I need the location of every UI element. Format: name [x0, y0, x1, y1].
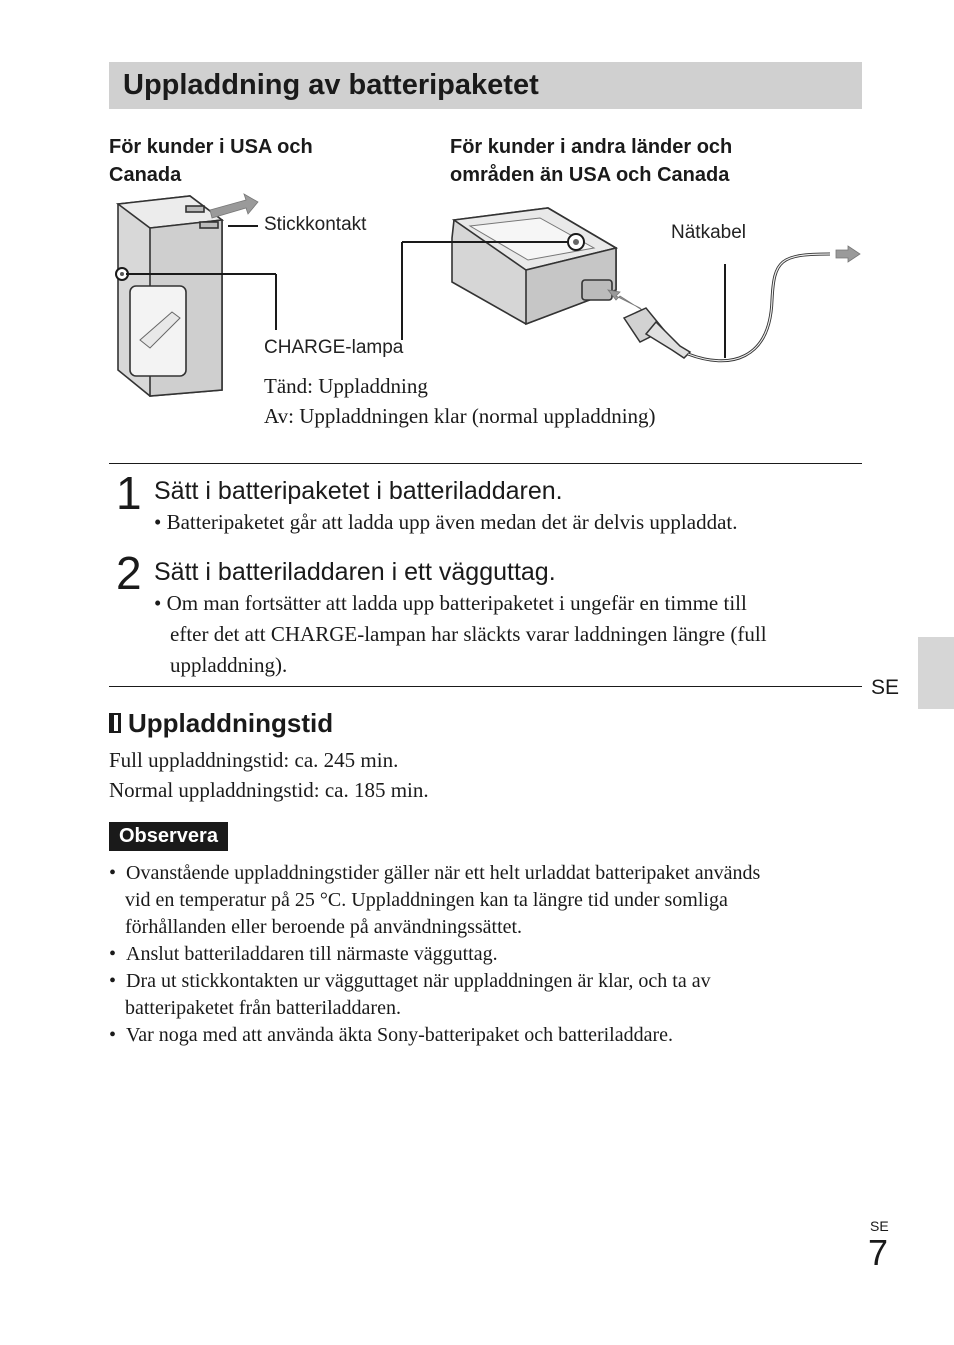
- status-on-text: Tänd: Uppladdning: [264, 374, 428, 398]
- note-1-line2: vid en temperatur på 25 °C. Uppladdningen kan ta längre tid under somliga: [125, 889, 728, 911]
- page-number: 7: [868, 1232, 889, 1273]
- steps-top-rule: [109, 463, 862, 464]
- note-2-line1: Anslut batteriladdaren till närmaste vägguttag.: [126, 943, 498, 965]
- normal-charging-time: Normal uppladdningstid: ca. 185 min.: [109, 778, 429, 802]
- bullet-icon: •: [109, 943, 117, 965]
- bullet-icon: •: [109, 862, 117, 884]
- insert-arrow-icon: [608, 290, 642, 310]
- steps-bottom-rule: [109, 686, 862, 687]
- right-diagram-heading: [450, 133, 732, 189]
- note-4-line1: Var noga med att använda äkta Sony-batteripaket och batteriladdare.: [126, 1024, 674, 1046]
- status-off-text: Av: Uppladdningen klar (normal uppladdning): [264, 404, 656, 428]
- charging-time-heading: Uppladdningstid: [128, 708, 334, 738]
- footer-lang: SE: [870, 1218, 889, 1234]
- step-1-title: Sätt i batteripaketet i batteriladdaren.: [154, 477, 563, 505]
- step-2-bullet-line1: Om man fortsätter att ladda upp batteripaketet i ungefär en timme till: [166, 591, 747, 615]
- charge-lamp-right-icon: [568, 234, 584, 250]
- notes-label: Observera: [109, 822, 228, 851]
- cable-direction-arrow-icon: [836, 246, 860, 262]
- step-1-number: 1: [116, 467, 142, 519]
- note-item-3: [109, 968, 711, 1022]
- label-cable: Nätkabel: [671, 222, 746, 243]
- full-charging-time: Full uppladdningstid: ca. 245 min.: [109, 748, 399, 772]
- step-2-number: 2: [116, 547, 142, 599]
- note-item-1: [109, 860, 869, 941]
- step-2-bullet: [154, 588, 767, 681]
- note-3-line2: batteripaketet från batteriladdaren.: [125, 997, 401, 1019]
- step-1-bullet: [154, 507, 737, 538]
- note-3-line1: Dra ut stickkontakten ur vägguttaget när uppladdningen är klar, och ta av: [126, 970, 711, 992]
- section-marker-icon: [109, 713, 121, 733]
- power-cable-icon: [624, 254, 830, 361]
- note-1-line1: Ovanstående uppladdningstider gäller när ett helt urladdat batteripaket används: [126, 862, 761, 884]
- bullet-icon: •: [154, 591, 162, 615]
- language-tab-label: SE: [871, 676, 900, 699]
- note-item-4: [109, 1022, 673, 1049]
- section-title-bar: [109, 62, 862, 109]
- label-plug: Stickkontakt: [264, 214, 367, 235]
- step-2-title: Sätt i batteriladdaren i ett vägguttag.: [154, 558, 556, 586]
- page-title: Uppladdning av batteripaketet: [123, 69, 539, 101]
- left-heading-line1: För kunder i USA och: [109, 136, 313, 158]
- charger-illustration: [0, 190, 954, 400]
- plug-direction-arrow-icon: [210, 194, 258, 218]
- intl-charger-icon: [452, 208, 616, 324]
- bullet-icon: •: [154, 510, 162, 534]
- language-side-tab: [918, 637, 954, 709]
- step-1-bullet-text: Batteripaketet går att ladda upp även medan det är delvis uppladdat.: [166, 510, 738, 534]
- usa-charger-icon: [118, 196, 222, 396]
- right-heading-line1: För kunder i andra länder och: [450, 136, 733, 158]
- bullet-icon: •: [109, 970, 117, 992]
- note-item-2: [109, 941, 498, 968]
- note-1-line3: förhållanden eller beroende på användningssättet.: [125, 916, 523, 938]
- right-heading-line2: områden än USA och Canada: [450, 164, 730, 186]
- step-2-bullet-line3: uppladdning).: [170, 653, 288, 677]
- label-charge-lamp: CHARGE-lampa: [264, 337, 404, 358]
- bullet-icon: •: [109, 1024, 117, 1046]
- step-2-bullet-line2: efter det att CHARGE-lampan har släckts varar laddningen längre (full: [170, 622, 767, 646]
- left-diagram-heading: [109, 133, 313, 189]
- left-heading-line2: Canada: [109, 164, 182, 186]
